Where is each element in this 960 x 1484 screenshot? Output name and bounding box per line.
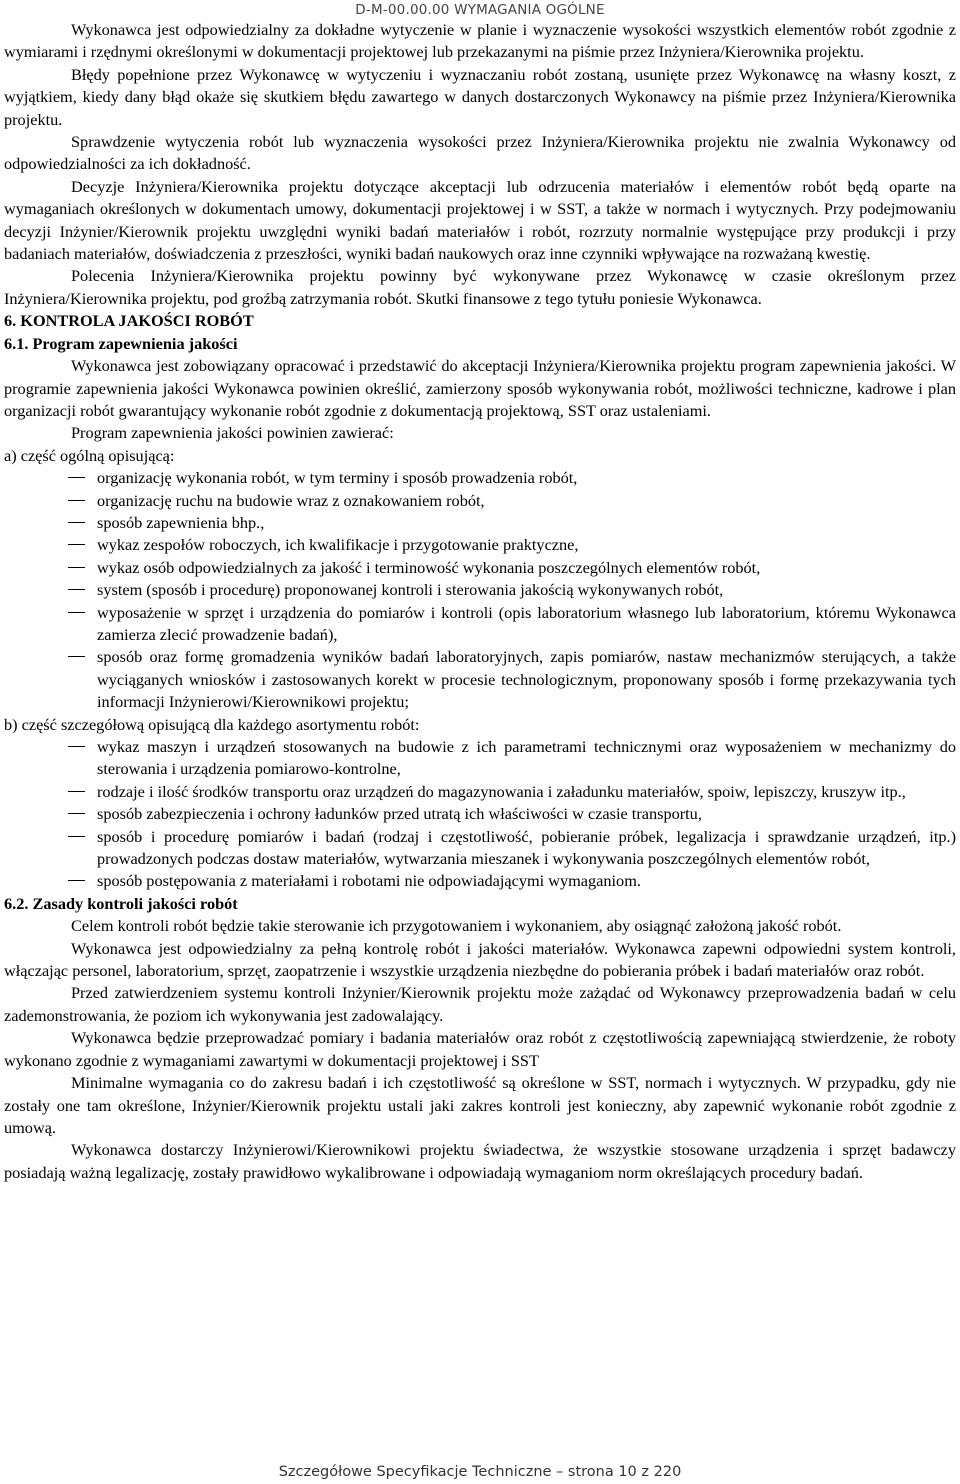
paragraph: Sprawdzenie wytyczenia robót lub wyznaczenia wysokości przez Inżyniera/Kierownika projektu nie zwalnia Wykonawcy od odpowiedzialności za ich dokładność. bbox=[4, 132, 956, 174]
dash-bullet-icon bbox=[68, 813, 85, 814]
document-body bbox=[4, 19, 956, 1184]
dash-bullet-icon bbox=[68, 589, 85, 590]
dash-bullet-icon bbox=[68, 522, 85, 523]
list-item bbox=[4, 534, 956, 556]
page-header: D-M-00.00.00 WYMAGANIA OGÓLNE bbox=[355, 2, 605, 18]
paragraph: Minimalne wymagania co do zakresu badań i ich częstotliwość są określone w SST, normach i wytycznych. W przypadku, gdy nie zostały one tam określone, Inżynier/Kierownik projektu ustali jaki zakres kontroli jest konieczny, aby zapewnić wykonanie robót zgodnie z umową. bbox=[4, 1073, 956, 1137]
dash-bullet-icon bbox=[68, 544, 85, 545]
paragraph: Wykonawca jest odpowiedzialny za pełną kontrolę robót i jakości materiałów. Wykonawca zapewni odpowiedni system kontroli, włączając personel, laboratorium, sprzęt, zaopatrzenie i wszystkie urządzenia niezbędne do pobierania próbek i badań materiałów oraz robót. bbox=[4, 938, 956, 981]
list-item-text: sposób postępowania z materiałami i robotami nie odpowiadającymi wymaganiom. bbox=[97, 871, 641, 891]
list-part-b bbox=[4, 736, 956, 893]
dash-bullet-icon bbox=[68, 612, 85, 613]
list-item bbox=[4, 826, 956, 871]
list-item bbox=[4, 512, 956, 534]
list-item bbox=[4, 803, 956, 825]
paragraph: Wykonawca jest zobowiązany opracować i przedstawić do akceptacji Inżyniera/Kierownika projektu program zapewnienia jakości. W programie zapewnienia jakości Wykonawca powinien określić, zamierzony sposób wykonywania robót, możliwości techniczne, kadrowe i plan organizacji robót gwarantujący wykonanie robót zgodnie z dokumentacją projektową, SST oraz ustaleniami. bbox=[4, 356, 956, 420]
list-item bbox=[4, 579, 956, 601]
dash-bullet-icon bbox=[68, 567, 85, 568]
paragraph: Wykonawca dostarczy Inżynierowi/Kierownikowi projektu świadectwa, że wszystkie stosowane urządzenia i sprzęt badawczy posiadają ważną legalizację, zostały prawidłowo wykalibrowane i odpowiadają wymaganiom norm określających procedury badań. bbox=[4, 1140, 956, 1182]
paragraph: Decyzje Inżyniera/Kierownika projektu dotyczące akceptacji lub odrzucenia materiałów i elementów robót będą oparte na wymaganiach określonych w dokumentach umowy, dokumentacji projektowej i w SST, a także w normach i wytycznych. Przy podejmowaniu decyzji Inżynier/Kierownik projektu uwzględni wyniki badań materiałów i robót, rozrzuty normalnie występujące przy produkcji i przy badaniach materiałów, doświadczenia z przeszłości, wyniki badań naukowych oraz inne czynniki wpływające na rozważaną kwestię. bbox=[4, 176, 956, 264]
list-item bbox=[4, 736, 956, 781]
list-item bbox=[4, 646, 956, 713]
list-item-text: wyposażenie w sprzęt i urządzenia do pomiarów i kontroli (opis laboratorium własnego lub laboratorium, któremu Wykonawca zamierza zlecić prowadzenie badań), bbox=[97, 602, 956, 644]
dash-bullet-icon bbox=[68, 656, 85, 657]
paragraph: Wykonawca będzie przeprowadzać pomiary i badania materiałów oraz robót z częstotliwością zapewniającą stwierdzenie, że roboty wykonano zgodnie z wymaganiami zawartymi w dokumentacji projektowej i SST bbox=[4, 1028, 956, 1070]
section-heading-6-1: 6.1. Program zapewnienia jakości bbox=[4, 333, 238, 353]
list-item-text: rodzaje i ilość środków transportu oraz urządzeń do magazynowania i załadunku materiałów, spoiw, lepiszczy, kruszyw itp., bbox=[97, 781, 906, 801]
list-item bbox=[4, 781, 956, 803]
list-item bbox=[4, 870, 956, 892]
list-part-a bbox=[4, 467, 956, 713]
paragraph: Celem kontroli robót będzie takie sterowanie ich przygotowaniem i wykonaniem, aby osiągnąć założoną jakość robót. bbox=[71, 916, 842, 936]
section-heading-6-2: 6.2. Zasady kontroli jakości robót bbox=[4, 893, 238, 913]
section-heading-6: 6. KONTROLA JAKOŚCI ROBÓT bbox=[4, 311, 254, 331]
list-item-text: organizację wykonania robót, w tym terminy i sposób prowadzenia robót, bbox=[97, 468, 578, 488]
list-item-text: sposób zapewnienia bhp., bbox=[97, 512, 265, 532]
dash-bullet-icon bbox=[68, 500, 85, 501]
list-label-a: a) część ogólną opisującą: bbox=[4, 445, 175, 465]
dash-bullet-icon bbox=[68, 880, 85, 881]
list-item bbox=[4, 557, 956, 579]
paragraph: Program zapewnienia jakości powinien zawierać: bbox=[71, 423, 394, 443]
list-item bbox=[4, 602, 956, 647]
list-item-text: sposób oraz formę gromadzenia wyników badań laboratoryjnych, zapis pomiarów, nastaw mechanizmów sterujących, a także wyciąganych wniosków i zastosowanych korekt w procesie technologicznym, proponowany sposób i formę przekazywania tych informacji Inżynierowi/Kierownikowi projektu; bbox=[97, 647, 956, 712]
dash-bullet-icon bbox=[68, 477, 85, 478]
list-item-text: wykaz maszyn i urządzeń stosowanych na budowie z ich parametrami technicznymi oraz wyposażeniem w mechanizmy do sterowania i urządzenia pomiarowo-kontrolne, bbox=[97, 737, 956, 779]
list-label-b: b) część szczegółową opisującą dla każdego asortymentu robót: bbox=[4, 714, 420, 734]
dash-bullet-icon bbox=[68, 791, 85, 792]
paragraph: Przed zatwierdzeniem systemu kontroli Inżynier/Kierownik projektu może zażądać od Wykonawcy przeprowadzenia badań w celu zademonstrowania, że poziom ich wykonywania jest zadowalający. bbox=[4, 983, 956, 1025]
list-item-text: wykaz osób odpowiedzialnych za jakość i terminowość wykonania poszczególnych elementów robót, bbox=[97, 557, 761, 577]
dash-bullet-icon bbox=[68, 836, 85, 837]
list-item-text: sposób i procedurę pomiarów i badań (rodzaj i częstotliwość, pobieranie próbek, legalizacja i sprawdzanie urządzeń, itp.) prowadzonych podczas dostaw materiałów, wytwarzania mieszanek i wykonywania poszczególnych elementów robót, bbox=[97, 826, 956, 869]
list-item-text: organizację ruchu na budowie wraz z oznakowaniem robót, bbox=[97, 490, 485, 510]
page-footer: Szczegółowe Specyfikacje Techniczne – strona 10 z 220 bbox=[278, 1464, 682, 1480]
paragraph: Polecenia Inżyniera/Kierownika projektu powinny być wykonywane przez Wykonawcę w czasie określonym przez Inżyniera/Kierownika projektu, pod groźbą zatrzymania robót. Skutki finansowe z tego tytułu poniesie Wykonawca. bbox=[4, 266, 956, 308]
dash-bullet-icon bbox=[68, 746, 85, 747]
paragraph: Wykonawca jest odpowiedzialny za dokładne wytyczenie w planie i wyznaczenie wysokości wszystkich elementów robót zgodnie z wymiarami i rzędnymi określonymi w dokumentacji projektowej lub przekazanymi na piśmie przez Inżyniera/Kierownika projektu. bbox=[4, 20, 956, 62]
list-item bbox=[4, 490, 956, 512]
paragraph: Błędy popełnione przez Wykonawcę w wytyczeniu i wyznaczaniu robót zostaną, usunięte przez Wykonawcę na własny koszt, z wyjątkiem, kiedy dany błąd okaże się skutkiem błędu zawartego w danych dostarczonych Wykonawcy na piśmie przez Inżyniera/Kierownika projektu. bbox=[4, 64, 956, 129]
list-item bbox=[4, 467, 956, 489]
list-item-text: sposób zabezpieczenia i ochrony ładunków przed utratą ich właściwości w czasie transportu, bbox=[97, 804, 702, 824]
list-item-text: wykaz zespołów roboczych, ich kwalifikacje i przygotowanie praktyczne, bbox=[97, 535, 579, 555]
list-item-text: system (sposób i procedurę) proponowanej kontroli i sterowania jakością wykonywanych robót, bbox=[97, 580, 724, 600]
